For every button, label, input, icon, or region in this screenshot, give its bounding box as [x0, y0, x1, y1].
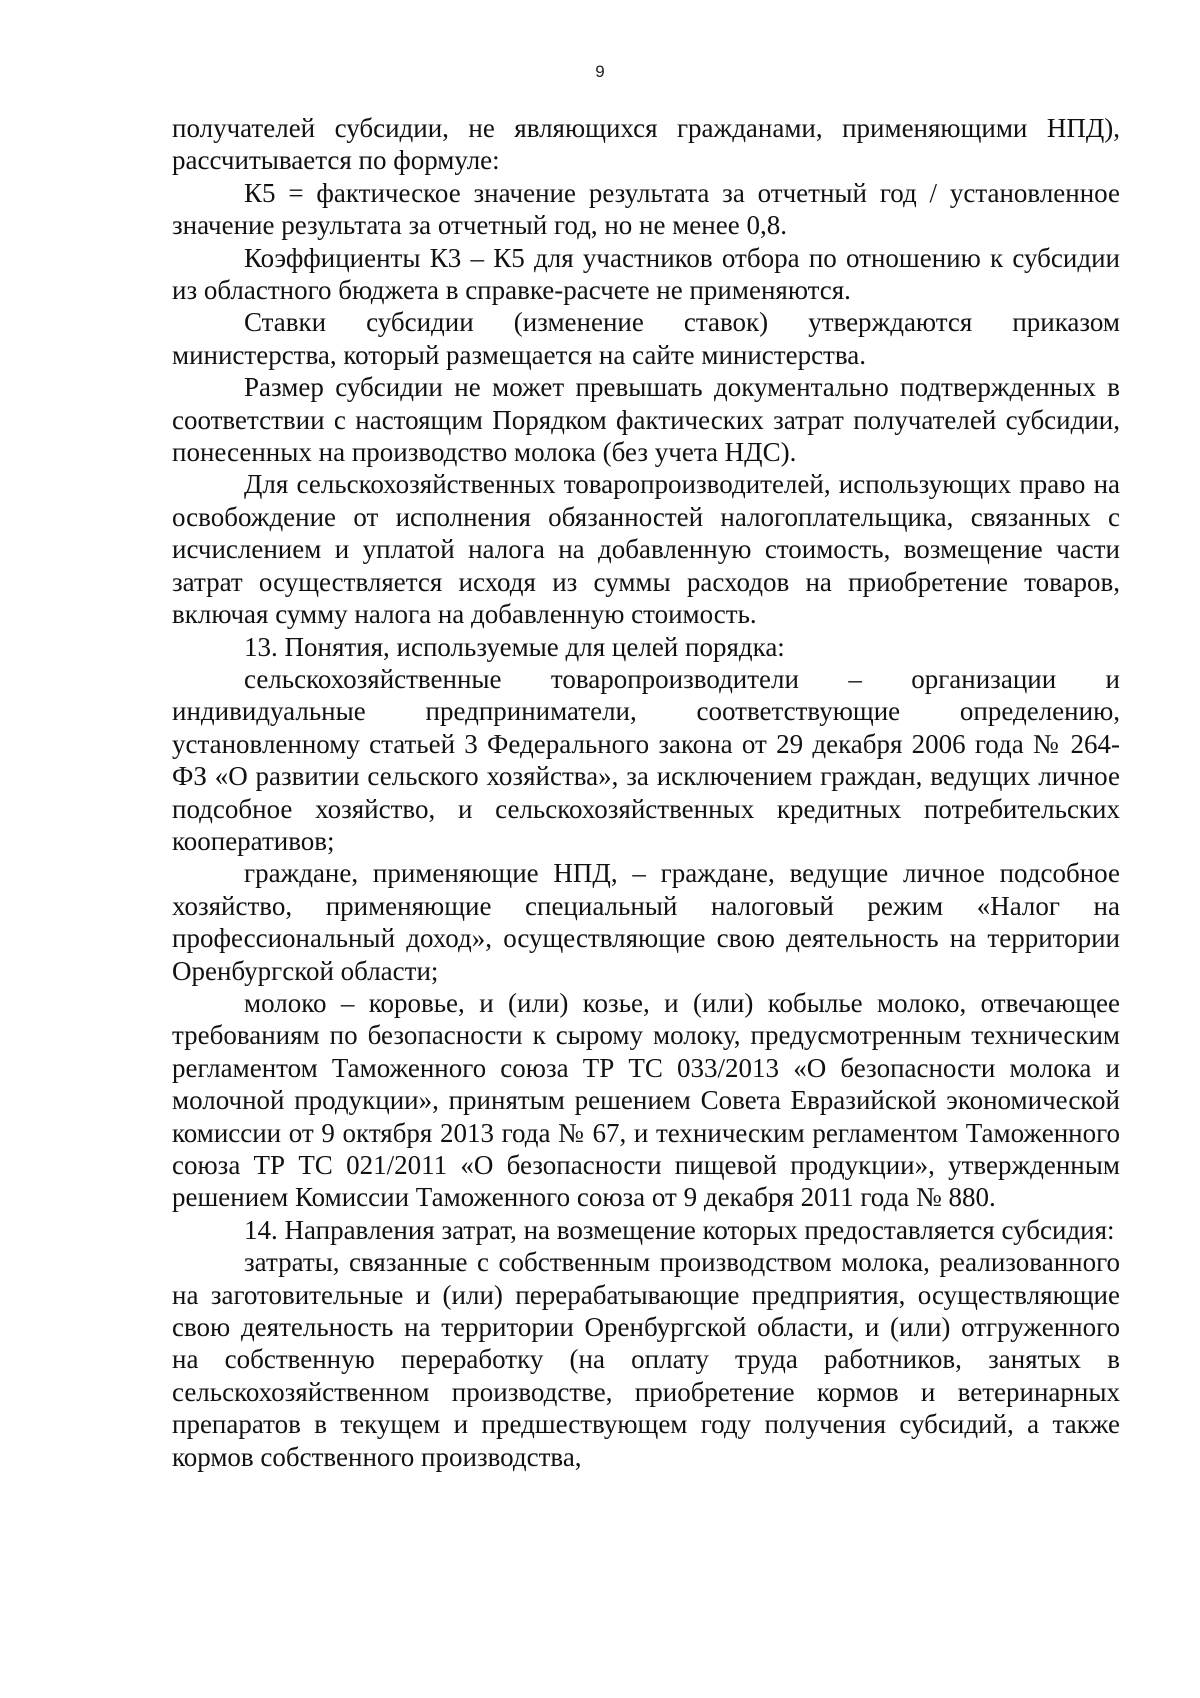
paragraph-cost-directions: затраты, связанные с собственным производством молока, реализованного на заготовительные и (или) перерабатывающие предприятия, осуществляющие свою деятельность на территории Оренбургской области, и (или) отгруженного на собственную переработку (на оплату труда работников, занятых в сельскохозяйственном производстве, приобретение кормов и ветеринарных препаратов в текущем и предшествующем году получения субсидий, а также кормов собственного производства, — [172, 1247, 1120, 1472]
paragraph-formula-intro: получателей субсидии, не являющихся гражданами, применяющими НПД), рассчитывается по формуле: — [172, 113, 1120, 176]
document-body — [172, 112, 1120, 1473]
paragraph-k5-formula: К5 = фактическое значение результата за отчетный год / установленное значение результата за отчетный год, но не менее 0,8. — [172, 177, 1120, 241]
section-13-heading: 13. Понятия, используемые для целей порядка: — [244, 631, 785, 662]
paragraph-subsidy-limit: Размер субсидии не может превышать документально подтвержденных в соответствии с настоящим Порядком фактических затрат получателей субсидии, понесенных на производство молока (без учета НДС). — [172, 372, 1120, 468]
paragraph-vat-exemption: Для сельскохозяйственных товаропроизводителей, использующих право на освобождение от исполнения обязанностей налогоплательщика, связанных с исчислением и уплатой налога на добавленную стоимость, возмещение части затрат осуществляется исходя из суммы расходов на приобретение товаров, включая сумму налога на добавленную стоимость. — [172, 469, 1120, 630]
definition-npd-citizens: граждане, применяющие НПД, – граждане, ведущие личное подсобное хозяйство, применяющие специальный налоговый режим «Налог на профессиональный доход», осуществляющие свою деятельность на территории Оренбургской области; — [172, 858, 1120, 986]
definition-milk: молоко – коровье, и (или) козье, и (или) кобылье молоко, отвечающее требованиям по безопасности к сырому молоку, предусмотренным техническим регламентом Таможенного союза ТР ТС 033/2013 «О безопасности молока и молочной продукции», принятым решением Совета Евразийской экономической комиссии от 9 октября 2013 года № 67, и техническим регламентом Таможенного союза ТР ТС 021/2011 «О безопасности пищевой продукции», утвержденным решением Комиссии Таможенного союза от 9 декабря 2011 года № 880. — [172, 987, 1120, 1213]
section-14-heading: 14. Направления затрат, на возмещение которых предоставляется субсидия: — [244, 1214, 1115, 1245]
paragraph-rates: Ставки субсидии (изменение ставок) утверждаются приказом министерства, который размещается на сайте министерства. — [172, 307, 1120, 370]
paragraph-coefficients: Коэффициенты К3 – К5 для участников отбора по отношению к субсидии из областного бюджета в справке-расчете не применяются. — [172, 242, 1120, 306]
page-number: 9 — [595, 62, 605, 81]
definition-producers: сельскохозяйственные товаропроизводители – организации и индивидуальные предприниматели, соответствующие определению, установленному статьей 3 Федерального закона от 29 декабря 2006 года № 264-ФЗ «О развитии сельского хозяйства», за исключением граждан, ведущих личное подсобное хозяйство, и сельскохозяйственных кредитных потребительских кооперативов; — [172, 663, 1120, 856]
